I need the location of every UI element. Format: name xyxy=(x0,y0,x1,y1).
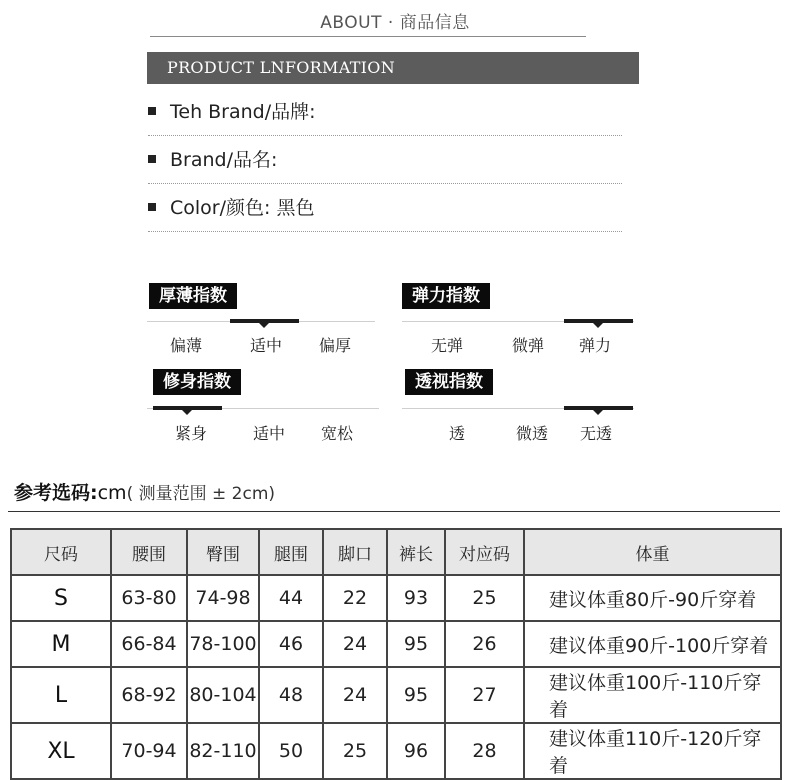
table-cell: 80-104 xyxy=(187,667,259,723)
thickness-option: 偏薄 xyxy=(169,336,202,355)
size-table xyxy=(10,528,782,780)
table-cell: 68-92 xyxy=(111,667,187,723)
fit-option: 紧身 xyxy=(174,424,207,443)
elasticity-index-title: 弹力指数 xyxy=(402,283,490,309)
marker-pointer-icon xyxy=(593,323,603,328)
table-cell: 26 xyxy=(445,621,524,667)
weight-cell: 建议体重90斤-100斤穿着 xyxy=(524,621,781,667)
dotted-divider xyxy=(148,135,622,136)
table-cell: 96 xyxy=(387,723,445,779)
weight-cell: 建议体重80斤-90斤穿着 xyxy=(524,575,781,621)
size-guide-heading xyxy=(14,478,275,505)
elasticity-option: 弹力 xyxy=(578,336,611,355)
size-guide-note: ( 测量范围 ± 2cm) xyxy=(126,484,276,504)
table-cell: 25 xyxy=(323,723,387,779)
table-cell: 27 xyxy=(445,667,524,723)
info-row-color xyxy=(148,195,314,221)
column-header: 臀围 xyxy=(187,529,259,575)
size-guide-title: 参考选码: xyxy=(14,482,98,504)
table-cell: 74-98 xyxy=(187,575,259,621)
dotted-divider xyxy=(148,183,622,184)
table-cell: 48 xyxy=(259,667,323,723)
info-value: 黑色 xyxy=(276,197,315,219)
table-row xyxy=(11,667,781,723)
marker-pointer-icon xyxy=(182,410,192,415)
info-label: Teh Brand/品牌: xyxy=(170,101,316,123)
weight-cell: 建议体重110斤-120斤穿着 xyxy=(524,723,781,779)
transparency-index-title: 透视指数 xyxy=(405,369,493,395)
table-cell: 95 xyxy=(387,667,445,723)
square-bullet-icon xyxy=(148,155,156,163)
square-bullet-icon xyxy=(148,107,156,115)
info-label: Brand/品名: xyxy=(170,149,278,171)
about-title: ABOUT · 商品信息 xyxy=(320,13,470,33)
table-cell: 22 xyxy=(323,575,387,621)
fit-option: 宽松 xyxy=(320,424,353,443)
table-row xyxy=(11,621,781,667)
table-row xyxy=(11,723,781,779)
table-cell: 93 xyxy=(387,575,445,621)
column-header: 脚口 xyxy=(323,529,387,575)
fit-option: 适中 xyxy=(252,424,285,443)
table-cell: 44 xyxy=(259,575,323,621)
column-header: 对应码 xyxy=(445,529,524,575)
table-cell: 82-110 xyxy=(187,723,259,779)
title-divider xyxy=(150,36,586,37)
table-cell: 46 xyxy=(259,621,323,667)
table-cell: 66-84 xyxy=(111,621,187,667)
size-cell: S xyxy=(11,575,111,621)
table-cell: 95 xyxy=(387,621,445,667)
thickness-index-title: 厚薄指数 xyxy=(149,283,237,309)
size-guide-unit: cm xyxy=(97,482,127,504)
column-header: 裤长 xyxy=(387,529,445,575)
thickness-option: 偏厚 xyxy=(318,336,351,355)
product-info-banner: PRODUCT LNFORMATION xyxy=(147,52,639,84)
column-header: 腰围 xyxy=(111,529,187,575)
fit-index-title: 修身指数 xyxy=(153,369,241,395)
table-cell: 63-80 xyxy=(111,575,187,621)
marker-pointer-icon xyxy=(259,323,269,328)
table-cell: 70-94 xyxy=(111,723,187,779)
transparency-option: 微透 xyxy=(515,424,548,443)
size-cell: XL xyxy=(11,723,111,779)
size-guide-divider xyxy=(8,511,780,512)
elasticity-option: 微弹 xyxy=(511,336,544,355)
column-header: 尺码 xyxy=(11,529,111,575)
info-row-brand xyxy=(148,99,316,125)
table-row xyxy=(11,575,781,621)
dotted-divider xyxy=(148,231,622,232)
transparency-option: 无透 xyxy=(579,424,612,443)
table-cell: 28 xyxy=(445,723,524,779)
column-header: 体重 xyxy=(524,529,781,575)
table-cell: 50 xyxy=(259,723,323,779)
info-label: Color/颜色: xyxy=(170,197,271,219)
table-cell: 78-100 xyxy=(187,621,259,667)
square-bullet-icon xyxy=(148,203,156,211)
marker-pointer-icon xyxy=(593,410,603,415)
info-row-name xyxy=(148,147,277,173)
thickness-option: 适中 xyxy=(249,336,282,355)
table-header-row xyxy=(11,529,781,575)
table-cell: 24 xyxy=(323,621,387,667)
transparency-option: 透 xyxy=(448,424,465,443)
size-cell: M xyxy=(11,621,111,667)
size-cell: L xyxy=(11,667,111,723)
table-cell: 25 xyxy=(445,575,524,621)
table-cell: 24 xyxy=(323,667,387,723)
weight-cell: 建议体重100斤-110斤穿着 xyxy=(524,667,781,723)
elasticity-option: 无弹 xyxy=(430,336,463,355)
column-header: 腿围 xyxy=(259,529,323,575)
